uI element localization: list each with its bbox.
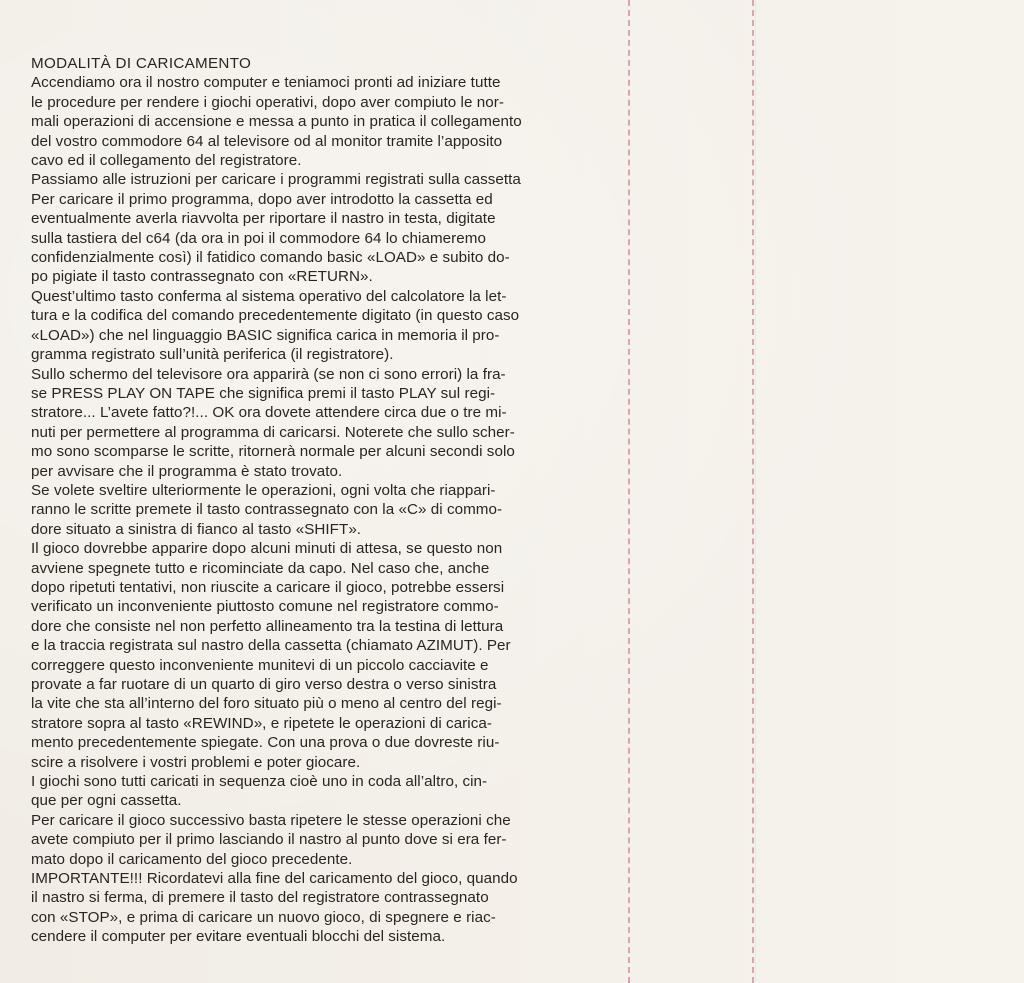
text-line: mato dopo il caricamento del gioco precedente. <box>31 850 353 868</box>
text-line: scire a risolvere i vostri problemi e poter giocare. <box>31 753 361 771</box>
fold-perforation-left <box>628 0 630 983</box>
text-line: gramma registrato sull’unità periferica (il registratore). <box>31 346 394 364</box>
text-line: e la traccia registrata sul nastro della cassetta (chiamato AZIMUT). Per <box>31 637 511 655</box>
text-line: per avvisare che il programma è stato trovato. <box>31 462 343 480</box>
text-line: dore situato a sinistra di fianco al tasto «SHIFT». <box>31 520 362 538</box>
text-line: Accendiamo ora il nostro computer e teniamoci pronti ad iniziare tutte <box>31 74 501 92</box>
text-line: provate a far ruotare di un quarto di giro verso destra o verso sinistra <box>31 676 497 693</box>
text-line: tura e la codifica del comando precedentemente digitato (in questo caso <box>31 307 520 325</box>
text-line: il nastro si ferma, di premere il tasto del registratore contrassegnato <box>31 889 489 907</box>
text-line: la vite che sta all’interno del foro situato più o meno al centro del regi- <box>31 695 502 713</box>
body-text <box>31 73 581 946</box>
text-line: Se volete sveltire ulteriormente le operazioni, ogni volta che riappari- <box>31 481 496 499</box>
text-line: po pigiate il tasto contrassegnato con «RETURN». <box>31 268 373 286</box>
text-line: avviene spegnete tutto e ricominciate da capo. Nel caso che, anche <box>31 559 490 577</box>
text-line: cavo ed il collegamento del registratore. <box>31 152 302 170</box>
text-line: sulla tastiera del c64 (da ora in poi il commodore 64 lo chiameremo <box>31 229 486 247</box>
instructions-text <box>31 54 581 947</box>
text-line: Sullo schermo del televisore ora apparirà (se non ci sono errori) la fra- <box>31 365 506 383</box>
panel-edge <box>755 0 756 983</box>
fold-perforation-right <box>752 0 754 983</box>
text-line: correggere questo inconveniente munitevi di un piccolo cacciavite e <box>31 656 489 674</box>
text-line: cendere il computer per evitare eventuali blocchi del sistema. <box>31 928 446 946</box>
text-line: Quest’ultimo tasto conferma al sistema operativo del calcolatore la let- <box>31 287 507 305</box>
text-line: mali operazioni di accensione e messa a punto in pratica il collegamento <box>31 113 522 131</box>
text-line: eventualmente averla riavvolta per riportare il nastro in testa, digitate <box>31 210 496 228</box>
text-line: que per ogni cassetta. <box>31 792 182 810</box>
text-line: verificato un inconveniente piuttosto comune nel registratore commo- <box>31 598 499 616</box>
text-line: ranno le scritte premete il tasto contrassegnato con la «C» di commo- <box>31 501 503 519</box>
text-line: le procedure per rendere i giochi operativi, dopo aver compiuto le nor- <box>31 93 504 111</box>
text-line: avete compiuto per il primo lasciando il nastro al punto dove si era fer- <box>31 831 507 849</box>
text-line: Il gioco dovrebbe apparire dopo alcuni minuti di attesa, se questo non <box>31 540 503 558</box>
text-line: nuti per permettere al programma di caricarsi. Noterete che sullo scher- <box>31 423 515 441</box>
text-line: I giochi sono tutti caricati in sequenza cioè uno in coda all’altro, cin- <box>31 773 488 791</box>
text-line: mo sono scomparse le scritte, ritornerà normale per alcuni secondi solo <box>31 443 515 461</box>
text-line: stratore... L’avete fatto?!... OK ora dovete attendere circa due o tre mi- <box>31 404 507 422</box>
text-line: IMPORTANTE!!! Ricordatevi alla fine del caricamento del gioco, quando <box>31 870 518 888</box>
text-line: Per caricare il gioco successivo basta ripetere le stesse operazioni che <box>31 811 511 829</box>
text-line: «LOAD») che nel linguaggio BASIC significa carica in memoria il pro- <box>31 326 500 344</box>
text-line: mento precedentemente spiegate. Con una prova o due dovreste riu- <box>31 734 500 752</box>
text-line: dopo ripetuti tentativi, non riuscite a caricare il gioco, potrebbe essersi <box>31 578 505 596</box>
text-line: dore che consiste nel non perfetto allineamento tra la testina di lettura <box>31 617 504 635</box>
text-line: con «STOP», e prima di caricare un nuovo gioco, di spegnere e riac- <box>31 908 496 926</box>
text-line: del vostro commodore 64 al televisore od al monitor tramite l’apposito <box>31 132 503 150</box>
text-line: stratore sopra al tasto «REWIND», e ripetete le operazioni di carica- <box>31 714 492 732</box>
text-line: Passiamo alle istruzioni per caricare i programmi registrati sulla cassetta <box>31 171 521 189</box>
section-title: MODALITÀ DI CARICAMENTO <box>31 55 252 72</box>
text-line: confidenzialmente così) il fatidico comando basic «LOAD» e subito do- <box>31 249 510 267</box>
text-line: se PRESS PLAY ON TAPE che significa premi il tasto PLAY sul regi- <box>31 384 496 402</box>
text-line: Per caricare il primo programma, dopo aver introdotto la cassetta ed <box>31 190 493 208</box>
